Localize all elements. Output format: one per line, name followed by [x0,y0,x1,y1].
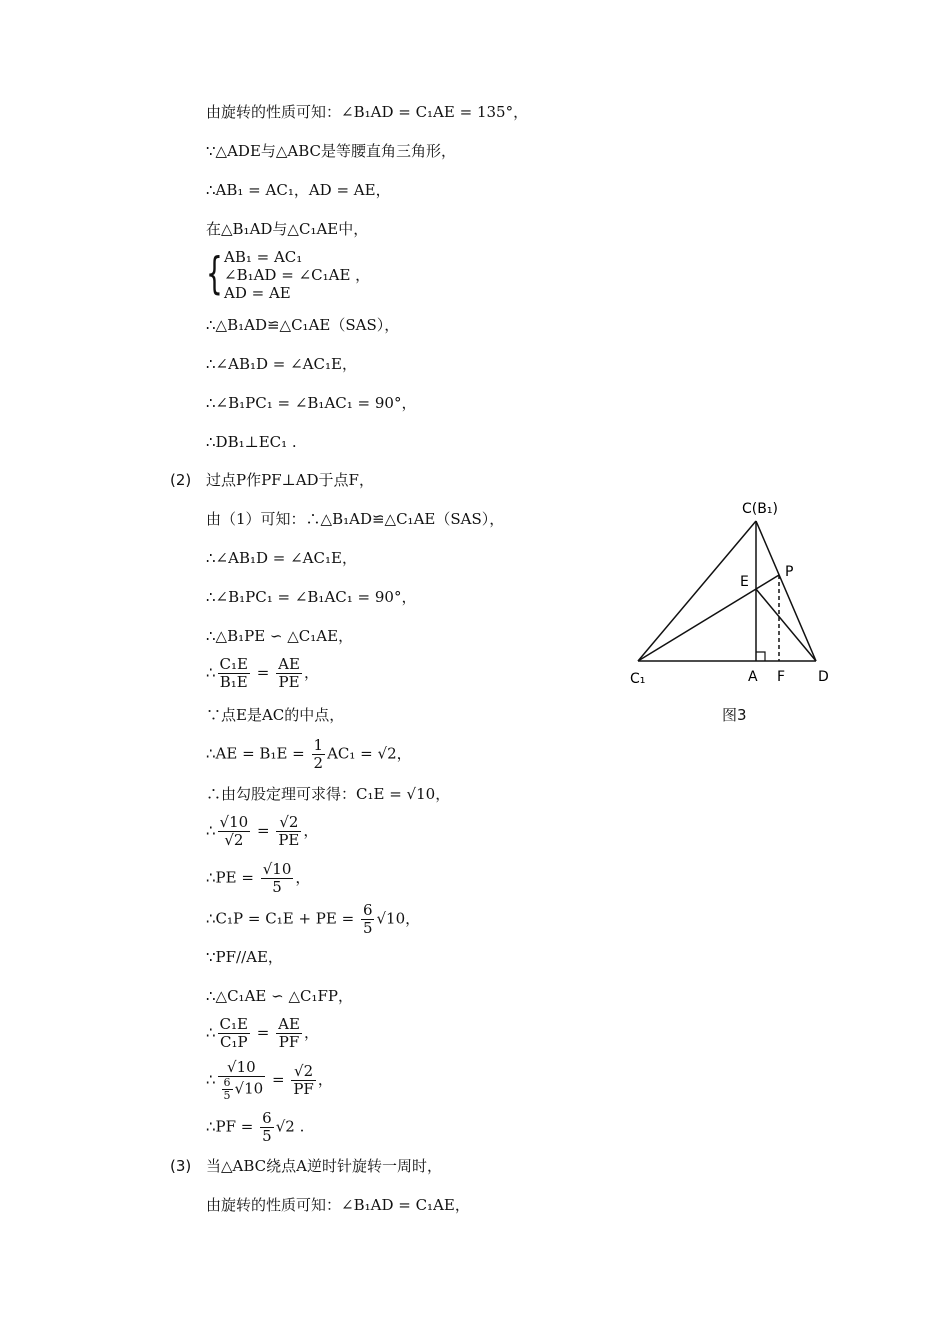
denominator: C₁P [219,1033,248,1051]
system-row: ∠B₁AD = ∠C₁AE ， [224,266,371,284]
numerator: C₁E [219,1015,248,1033]
denominator: 2 [313,754,324,772]
label-c1: C₁ [630,671,646,687]
text: AC₁ = √2， [327,744,412,763]
numerator: 1 [313,736,324,754]
text: ∴AE = B₁E = [206,744,305,763]
step-line: ∴由勾股定理可求得：C₁E = √10， [206,785,451,803]
fraction [276,814,301,849]
fraction-line [206,861,310,896]
denominator: 5 [223,1089,231,1102]
fraction [276,1016,302,1051]
text: ∴ [206,1070,216,1089]
fraction [291,1063,316,1098]
step-line: ∴∠AB₁D = ∠AC₁E， [206,549,357,567]
fraction [218,656,250,691]
text: ， [295,868,311,887]
text: √10 [234,1079,264,1098]
denominator: 5 [272,878,282,896]
system-row: AB₁ = AC₁ [224,248,303,266]
text: ∴ [206,663,216,682]
step-line: ∵PF//AE， [206,948,283,966]
segment-ed [756,589,816,661]
denominator: √2 [224,831,244,849]
text: ， [317,1070,333,1089]
right-angle-mark [756,652,765,661]
fraction [218,1059,266,1102]
fraction-line [206,737,412,772]
step-line: ∴DB₁⊥EC₁ . [206,433,297,451]
step-line: 过点P作PF⊥AD于点F， [206,471,374,489]
equals: = [271,1070,285,1089]
figure-caption: 图3 [722,706,747,724]
fraction-line [206,1016,319,1051]
text: ∴PE = [206,868,254,887]
text: ， [303,1023,319,1042]
fraction [222,1077,233,1102]
step-line: ∵△ADE与△ABC是等腰直角三角形， [206,142,457,160]
denominator [218,1077,266,1102]
denominator: B₁E [219,673,248,691]
fraction-line [206,814,318,849]
fraction-line [206,902,420,937]
numerator: √2 [291,1063,316,1081]
segment-cd [756,521,816,661]
fraction-line [206,1110,304,1145]
system-row: AD = AE [224,284,291,302]
part-number: (3) [170,1157,192,1175]
part-number: (2) [170,471,192,489]
step-line: ∴△B₁AD≌△C₁AE（SAS）， [206,316,400,334]
step-line: ∴∠AB₁D = ∠AC₁E， [206,355,357,373]
step-line: 由（1）可知：∴△B₁AD≌△C₁AE（SAS）， [206,510,505,528]
denominator: 5 [362,919,373,937]
denominator: PF [293,1080,314,1098]
fraction-line [206,1059,333,1102]
numerator: √2 [276,814,301,832]
text: ∴C₁P = C₁E + PE = [206,909,355,928]
label-c-b1: C(B₁) [742,501,778,517]
numerator: √10 [218,1059,266,1077]
text: ， [303,821,319,840]
step-line: ∴AB₁ = AC₁，AD = AE， [206,181,391,199]
segment-c1c [638,521,756,661]
label-a: A [748,669,758,685]
numerator: AE [278,1015,300,1033]
label-e: E [740,574,749,590]
fraction [218,814,251,849]
fraction [312,737,326,772]
fraction [276,656,302,691]
step-line: 当△ABC绕点A逆时针旋转一周时， [206,1157,442,1175]
numerator: √10 [219,813,249,831]
denominator: 5 [262,1127,272,1145]
step-line: ∴△B₁PE ∽ △C₁AE， [206,627,354,645]
text: ∴ [206,821,216,840]
numerator: C₁E [219,655,248,673]
numerator: AE [278,655,300,673]
geometry-figure [620,495,850,700]
step-line: ∴△C₁AE ∽ △C₁FP， [206,987,353,1005]
step-line: 由旋转的性质可知：∠B₁AD = C₁AE = 135°， [206,103,529,121]
equals: = [256,1023,270,1042]
fraction [261,861,294,896]
text: ∴PF = [206,1117,254,1136]
fraction [218,1016,250,1051]
text: ∴ [206,1023,216,1042]
equals: = [256,821,270,840]
text: ， [303,663,319,682]
denominator: PF [278,1033,300,1051]
numerator: 6 [362,901,373,919]
label-p: P [785,564,794,580]
segment-c1p [638,575,779,661]
text: √10， [376,909,421,928]
fraction [361,902,375,937]
denominator: PE [278,673,300,691]
label-f: F [777,669,786,685]
step-line: ∴∠B₁PC₁ = ∠B₁AC₁ = 90°， [206,588,417,606]
fraction [260,1110,274,1145]
equals: = [256,663,270,682]
step-line: 由旋转的性质可知：∠B₁AD = C₁AE， [206,1196,470,1214]
left-brace: { [206,248,223,299]
label-d: D [818,669,829,685]
step-line: ∴∠B₁PC₁ = ∠B₁AC₁ = 90°， [206,394,417,412]
step-line: 在△B₁AD与△C₁AE中， [206,220,369,238]
denominator: PE [278,831,300,849]
fraction-line [206,656,319,691]
step-line: ∵点E是AC的中点， [206,706,345,724]
numerator: √10 [262,860,292,878]
text: √2 . [275,1117,305,1136]
numerator: 6 [262,1109,272,1127]
numerator: 6 [223,1076,231,1089]
